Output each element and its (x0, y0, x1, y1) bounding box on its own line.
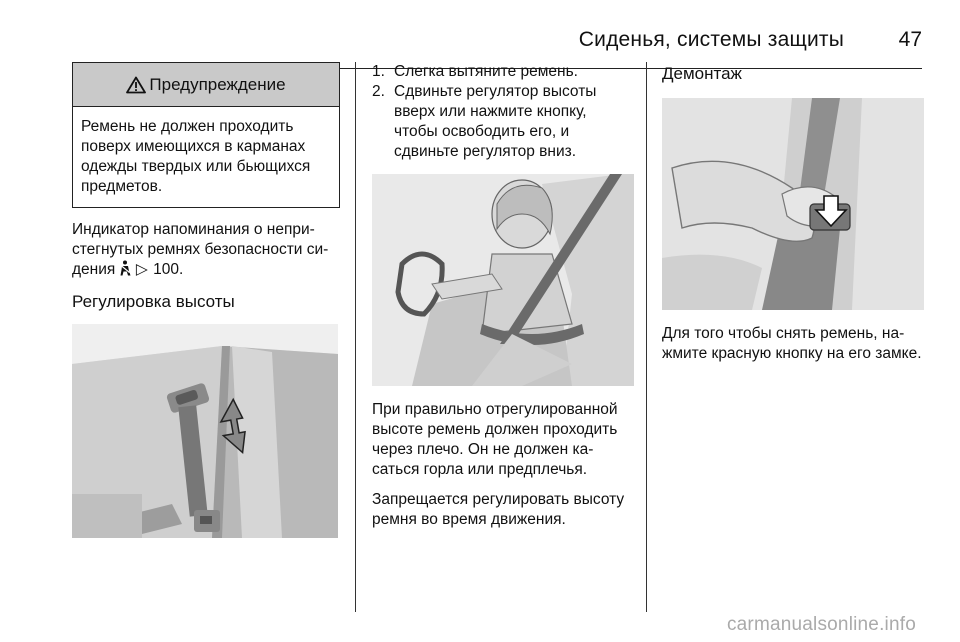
left-column (72, 62, 342, 538)
correct-height-paragraph (372, 400, 638, 480)
warning-text (73, 107, 339, 207)
paragraph-line: высоте ремень должен проходить (372, 421, 618, 438)
warning-title: Предупреждение (149, 74, 286, 94)
step-number: 2. (372, 83, 385, 100)
step-line: Сдвиньте регулятор высоты (394, 83, 597, 100)
removal-paragraph (662, 324, 926, 364)
warning-header (73, 63, 339, 107)
warning-triangle-icon (126, 76, 146, 94)
step-line: вверх или нажмите кнопку, (394, 103, 587, 120)
chapter-title: Сиденья, системы защиты (578, 28, 844, 51)
section-heading-removal: Демонтаж (662, 64, 742, 83)
step-item (372, 62, 638, 82)
reference-arrow-icon: ▷ (135, 261, 148, 278)
warning-line: одежды твердых или бьющихся (81, 158, 311, 175)
page-number: 47 (898, 28, 922, 51)
section-heading-height: Регулировка высоты (72, 292, 235, 311)
reminder-line: стегнутых ремнях безопасности си- (72, 241, 329, 258)
column-divider (355, 62, 356, 612)
driving-warning-paragraph (372, 490, 638, 530)
column-divider (646, 62, 647, 612)
seated-driver-illustration (372, 174, 634, 386)
middle-column (372, 62, 638, 530)
reminder-prefix: дения (72, 261, 116, 278)
paragraph-line: Запрещается регулировать высоту (372, 491, 625, 508)
buckle-release-illustration (662, 98, 924, 310)
height-adjuster-illustration (72, 324, 338, 538)
warning-line: поверх имеющихся в карманах (81, 138, 306, 155)
page-header (0, 22, 960, 52)
site-watermark: carmanualsonline.info (726, 614, 916, 635)
instruction-steps (372, 62, 638, 162)
reminder-line: Индикатор напоминания о непри- (72, 221, 315, 238)
paragraph-line: ремня во время движения. (372, 511, 566, 528)
reminder-paragraph (72, 220, 342, 280)
seatbelt-reminder-icon (120, 260, 131, 276)
warning-line: Ремень не должен проходить (81, 118, 294, 135)
reference-page-link[interactable]: 100. (153, 261, 184, 278)
step-line: сдвиньте регулятор вниз. (394, 143, 577, 160)
paragraph-line: жмите красную кнопку на его замке. (662, 345, 922, 362)
step-item (372, 82, 638, 162)
right-column (662, 62, 926, 364)
paragraph-line: Для того чтобы снять ремень, на- (662, 325, 905, 342)
paragraph-line: При правильно отрегулированной (372, 401, 618, 418)
step-line: чтобы освободить его, и (394, 123, 570, 140)
step-number: 1. (372, 63, 385, 80)
reminder-line (72, 260, 342, 280)
step-line: Слегка вытяните ремень. (394, 63, 578, 80)
warning-box (72, 62, 340, 208)
warning-line: предметов. (81, 178, 163, 195)
paragraph-line: через плечо. Он не должен ка- (372, 441, 594, 458)
paragraph-line: саться горла или предплечья. (372, 461, 588, 478)
